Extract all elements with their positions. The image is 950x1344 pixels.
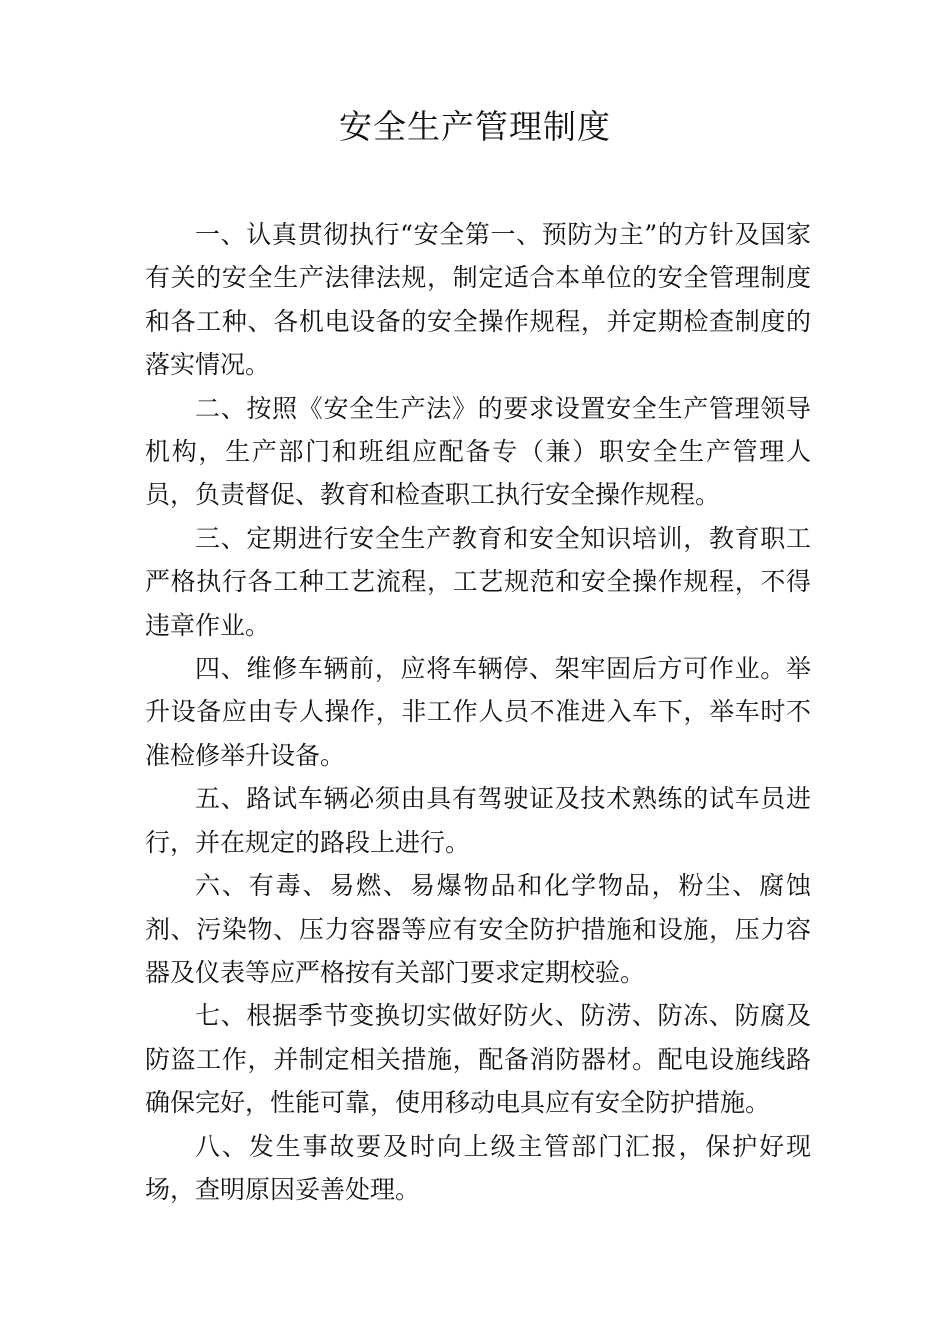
paragraph-2: 二、按照《安全生产法》的要求设置安全生产管理领导机构，生产部门和班组应配备专（兼）职安全生产管理人员，负责督促、教育和检查职工执行安全操作规程。 (145, 393, 811, 510)
document-title: 安全生产管理制度 (339, 107, 611, 146)
paragraph-3: 三、定期进行安全生产教育和安全知识培训，教育职工严格执行各工种工艺流程，工艺规范和安全操作规程，不得违章作业。 (145, 523, 811, 640)
paragraph-7: 七、根据季节变换切实做好防火、防涝、防冻、防腐及防盗工作，并制定相关措施，配备消防器材。配电设施线路确保完好，性能可靠，使用移动电具应有安全防护措施。 (145, 1001, 811, 1118)
paragraph-8: 八、发生事故要及时向上级主管部门汇报，保护好现场，查明原因妥善处理。 (145, 1131, 811, 1204)
paragraph-5: 五、路试车辆必须由具有驾驶证及技术熟练的试车员进行，并在规定的路段上进行。 (145, 784, 811, 857)
paragraph-1: 一、认真贯彻执行“安全第一、预防为主”的方针及国家有关的安全生产法律法规，制定适合本单位的安全管理制度和各工种、各机电设备的安全操作规程，并定期检查制度的落实情况。 (145, 220, 811, 380)
paragraph-4: 四、维修车辆前，应将车辆停、架牢固后方可作业。举升设备应由专人操作，非工作人员不准进入车下，举车时不准检修举升设备。 (145, 654, 811, 770)
paragraph-6: 六、有毒、易燃、易爆物品和化学物品，粉尘、腐蚀剂、污染物、压力容器等应有安全防护措施和设施，压力容器及仪表等应严格按有关部门要求定期校验。 (145, 871, 811, 987)
document-body (145, 213, 811, 1211)
